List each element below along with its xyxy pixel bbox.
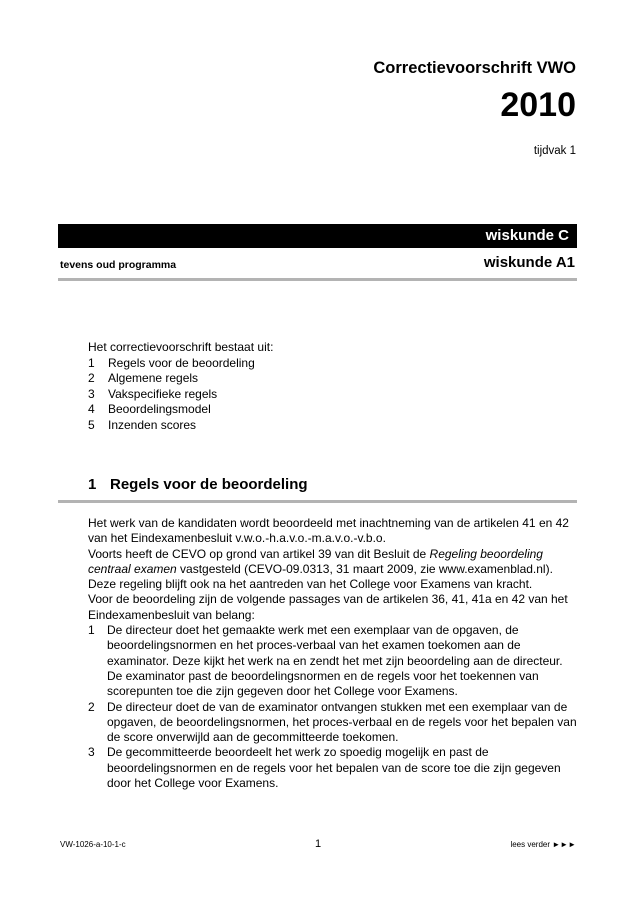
alternate-subject-title: wiskunde A1 [483,254,575,271]
list-item [88,356,273,372]
section-heading [88,476,308,494]
list-number: 4 [88,402,95,417]
exam-year: 2010 [500,86,576,124]
list-item [88,402,273,418]
page-number: 1 [314,838,322,850]
list-number: 1 [88,355,95,370]
paragraph-text: Voorts heeft de CEVO op grond van artikel 39 van dit Besluit de [88,546,430,561]
subject-bar [58,224,577,248]
rule-number: 2 [88,699,95,714]
page-footer [60,838,576,852]
document-code: VW-1026-a-10-1-c [60,840,126,849]
exam-period: tijdvak 1 [533,145,576,157]
continue-label: lees verder ►►► [510,840,576,849]
rule-item [88,623,578,699]
list-number: 2 [88,371,95,386]
paragraph: Voor de beoordeling zijn de volgende passages van de artikelen 36, 41, 41a en 42 van het Eindexamenbesluit van belang: [88,592,568,622]
rule-text: De directeur doet het gemaakte werk met een exemplaar van de opgaven, de beoordelingsnormen en het proces-verbaal van het examen toekomen aan de examinator. Deze kijkt het werk na en zendt het met zijn beoordeling aan de directeur. De examinator past de beoordelingsnormen en de regels voor het toekennen van scorepunten toe die zijn gegeven door het College voor Examens. [107,623,563,699]
rule-number: 3 [88,745,95,760]
alternate-program-row [58,254,577,274]
list-text: Algemene regels [108,371,199,386]
paragraph [88,547,578,578]
paragraph: Het werk van de kandidaten wordt beoordeeld met inachtneming van de artikelen 41 en 42 van het Eindexamenbesluit v.w.o.-h.a.v.o.-m.a.v.o.-v.b.o. [88,516,569,546]
title-block [373,58,576,158]
list-text: Inzenden scores [108,417,197,432]
rules-list [88,623,578,791]
list-number: 5 [88,417,95,432]
document-title: Correctievoorschrift VWO [373,59,576,77]
section-body [88,516,578,791]
regulation-title: Regeling beoordeling centraal examen [88,546,543,576]
subject-title: wiskunde C [485,227,569,244]
list-text: Vakspecifieke regels [108,386,218,401]
list-item [88,371,273,387]
divider [58,500,577,503]
rule-item [88,745,578,791]
section-number: 1 [88,476,97,493]
rule-item [88,700,578,746]
paragraph: Deze regeling blijft ook na het aantreden van het College voor Examens van kracht. [88,577,533,592]
divider [58,278,577,281]
paragraph-text: vastgesteld (CEVO-09.0313, 31 maart 2009, zie www.examenblad.nl). [176,561,553,576]
section-title: Regels voor de beoordeling [110,476,308,493]
list-item [88,418,273,434]
list-number: 3 [88,386,95,401]
list-item [88,387,273,403]
contents-intro [88,340,273,434]
rule-text: De directeur doet de van de examinator ontvangen stukken met een exemplaar van de opgaven, de beoordelingsnormen, het proces-verbaal en de regels voor het bepalen van de score onverwijld aan de gecommitteerde toekomen. [107,699,577,745]
rule-text: De gecommitteerde beoordeelt het werk zo spoedig mogelijk en past de beoordelingsnormen en de regels voor het bepalen van de score toe die zijn gegeven door het College voor Examens. [107,745,561,791]
contents-lead: Het correctievoorschrift bestaat uit: [88,340,274,354]
contents-list [88,356,273,434]
alternate-program-label: tevens oud programma [60,259,177,271]
rule-number: 1 [88,623,95,638]
list-text: Regels voor de beoordeling [108,355,255,370]
list-text: Beoordelingsmodel [108,402,211,417]
